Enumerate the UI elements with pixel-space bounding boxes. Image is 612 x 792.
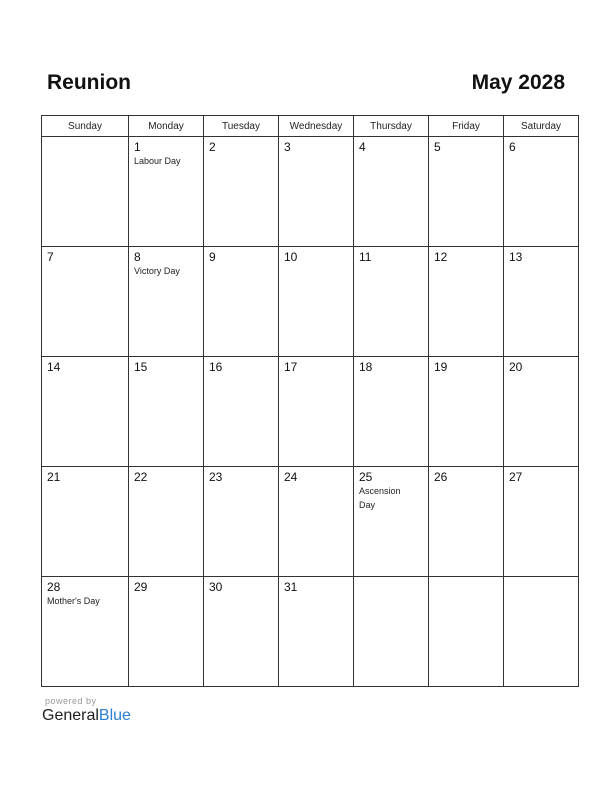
day-cell-content [129,357,203,377]
day-cell-content [204,137,278,157]
day-cell-content [129,467,203,487]
day-number: 10 [284,250,298,264]
day-cell [204,467,279,577]
day-number: 15 [134,360,148,374]
week-row [42,357,579,467]
day-number: 22 [134,470,148,484]
holiday-label: Labour Day [134,156,181,166]
weekday-header: Tuesday [204,116,279,137]
day-number: 6 [509,140,516,154]
day-cell [129,357,204,467]
calendar-month-title: May 2028 [471,71,565,94]
day-cell-content [429,137,503,157]
day-number: 17 [284,360,298,374]
day-number: 11 [359,250,372,264]
day-cell [429,137,504,247]
day-cell [204,247,279,357]
day-number: 26 [434,470,448,484]
calendar-grid [41,115,579,687]
day-cell-content [129,247,203,281]
day-cell [204,577,279,687]
day-cell-content [429,467,503,487]
day-cell-content [42,357,128,377]
empty-day-cell [429,577,504,687]
day-number: 2 [209,140,216,154]
day-cell-content [354,467,428,515]
day-number: 29 [134,580,148,594]
day-cell [429,357,504,467]
day-cell-content [42,467,128,487]
day-cell-content [354,577,428,583]
week-row [42,137,579,247]
holiday-label: Mother's Day [47,596,100,606]
empty-day-cell [504,577,579,687]
day-cell [42,247,129,357]
day-cell [354,247,429,357]
day-number: 20 [509,360,523,374]
week-row [42,247,579,357]
day-cell-content [504,137,578,157]
day-number: 19 [434,360,448,374]
day-number: 3 [284,140,291,154]
day-number: 18 [359,360,373,374]
day-cell [354,137,429,247]
day-cell [129,137,204,247]
brand-general: General [42,707,99,724]
day-cell-content [42,577,128,611]
day-cell-content [504,467,578,487]
day-number: 25 [359,470,373,484]
day-cell [279,137,354,247]
day-number: 7 [47,250,54,264]
day-cell [504,467,579,577]
day-number: 31 [284,580,298,594]
day-cell-content [429,357,503,377]
day-cell-content [279,577,353,597]
day-number: 28 [47,580,61,594]
day-cell-content [429,577,503,583]
day-number: 23 [209,470,223,484]
empty-day-cell [354,577,429,687]
brand-logo [42,707,131,725]
day-number: 27 [509,470,523,484]
day-cell [129,247,204,357]
day-number: 14 [47,360,61,374]
holiday-label: Ascension Day [359,486,401,510]
day-cell-content [42,137,128,143]
weekday-header: Monday [129,116,204,137]
day-cell [42,577,129,687]
day-cell [42,467,129,577]
holiday-label: Victory Day [134,266,180,276]
empty-day-cell [42,137,129,247]
day-cell [129,577,204,687]
day-cell [129,467,204,577]
day-cell [279,467,354,577]
day-cell-content [279,467,353,487]
day-cell-content [504,357,578,377]
weekday-header: Thursday [354,116,429,137]
day-cell-content [204,467,278,487]
weekday-header: Saturday [504,116,579,137]
day-cell [279,357,354,467]
day-number: 9 [209,250,216,264]
day-number: 16 [209,360,223,374]
day-number: 5 [434,140,441,154]
week-row [42,577,579,687]
day-number: 1 [134,140,141,154]
day-cell-content [204,577,278,597]
day-cell-content [354,357,428,377]
powered-by-text: powered by [45,696,97,706]
day-cell [354,467,429,577]
day-cell [204,137,279,247]
day-number: 4 [359,140,366,154]
day-cell-content [279,247,353,267]
day-cell [279,247,354,357]
week-row [42,467,579,577]
day-cell [279,577,354,687]
weekday-header: Wednesday [279,116,354,137]
day-cell [504,247,579,357]
day-cell [504,357,579,467]
weekday-header-row [42,116,579,137]
calendar-region-title: Reunion [47,71,131,94]
day-cell-content [279,137,353,157]
weekday-header: Sunday [42,116,129,137]
day-cell [504,137,579,247]
day-cell-content [354,137,428,157]
day-cell-content [504,577,578,583]
day-cell-content [504,247,578,267]
day-number: 21 [47,470,61,484]
day-number: 24 [284,470,298,484]
day-cell [354,357,429,467]
day-number: 12 [434,250,448,264]
day-cell-content [279,357,353,377]
footer-branding [42,696,131,725]
brand-blue: Blue [98,707,131,724]
day-number: 30 [209,580,223,594]
day-cell [429,247,504,357]
day-cell-content [204,357,278,377]
day-cell-content [429,247,503,267]
day-number: 13 [509,250,523,264]
day-cell [204,357,279,467]
day-cell-content [354,247,428,267]
day-cell-content [204,247,278,267]
day-cell [42,357,129,467]
day-cell [429,467,504,577]
day-cell-content [129,577,203,597]
day-cell-content [42,247,128,267]
weekday-header: Friday [429,116,504,137]
day-cell-content [129,137,203,171]
day-number: 8 [134,250,141,264]
